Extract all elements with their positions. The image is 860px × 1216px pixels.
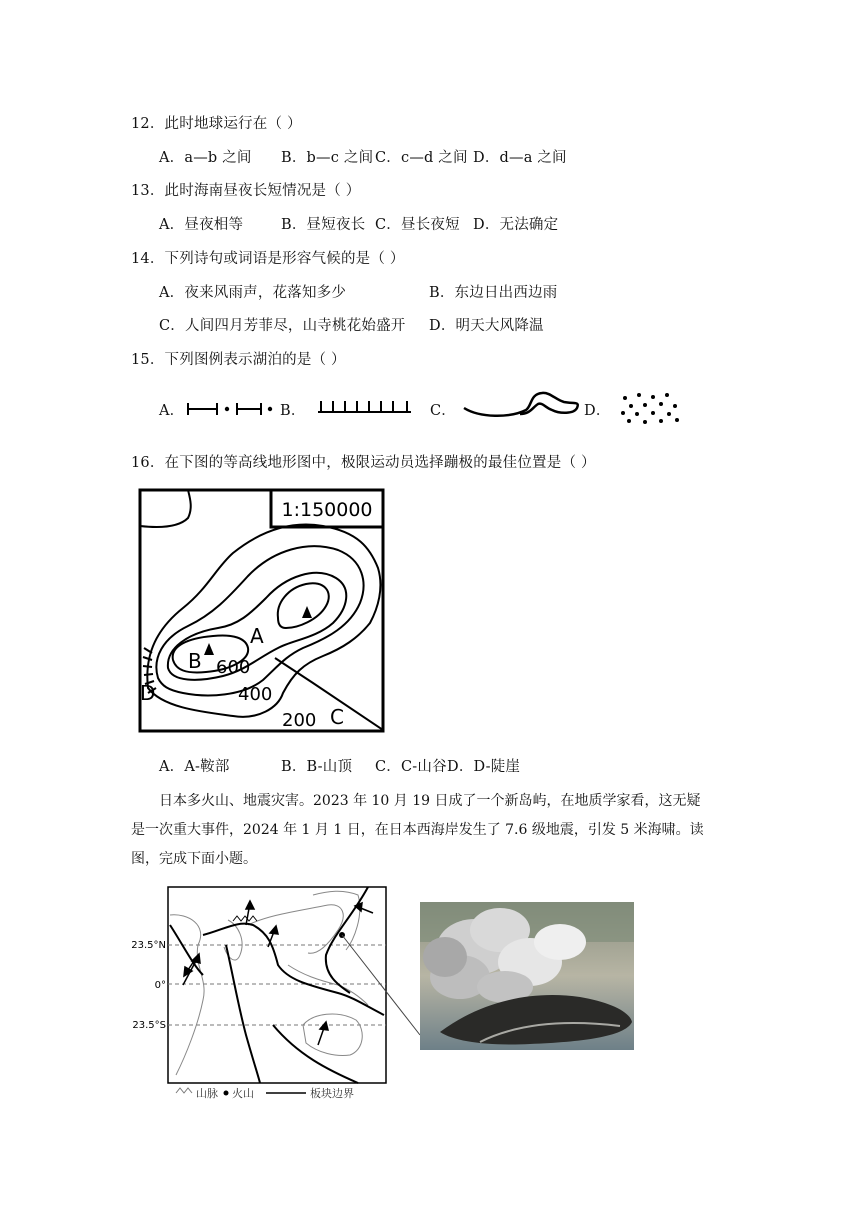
volcano-eruption-photo: [420, 902, 634, 1050]
label-a: A: [250, 624, 264, 648]
question-15-stem: 15．下列图例表示湖泊的是（ ）: [131, 352, 346, 368]
contour-map: [138, 488, 385, 733]
comb-legend-symbol: [315, 396, 415, 416]
option-d: D．d—a 之间: [473, 150, 567, 166]
dots-legend-symbol: [617, 390, 683, 426]
lat-label-23-5n: 23.5°N: [131, 940, 166, 951]
option-d: D．明天大风降温: [429, 318, 544, 334]
option-d: D．无法确定: [473, 217, 559, 233]
elevation-400: 400: [238, 684, 273, 705]
passage-line-2: 是一次重大事件，2024 年 1 月 1 日，在日本西海岸发生了 7.6 级地震，引发 5 米海啸。读: [131, 822, 704, 838]
option-b: B．昼短夜长: [281, 217, 366, 233]
option-c: C．: [430, 403, 456, 419]
label-d: D: [140, 681, 156, 705]
option-a: A．A-鞍部: [159, 759, 230, 775]
question-12-stem: 12．此时地球运行在（ ）: [131, 116, 302, 132]
curve-legend-symbol: [460, 388, 585, 422]
passage-line-1: 日本多火山、地震灾害。2023 年 10 月 19 日成了一个新岛屿，在地质学家看，这无疑: [159, 793, 701, 809]
option-a: A．夜来风雨声，花落知多少: [159, 285, 347, 301]
option-c: C．c—d 之间: [375, 150, 468, 166]
elevation-600: 600: [216, 657, 251, 678]
lat-label-equator: 0°: [154, 980, 166, 991]
option-d: D．: [584, 403, 611, 419]
option-b: B．B-山顶: [281, 759, 353, 775]
option-a: A．a—b 之间: [159, 150, 252, 166]
question-16-stem: 16．在下图的等高线地形图中，极限运动员选择蹦极的最佳位置是（ ）: [131, 455, 596, 471]
option-b: B．东边日出西边雨: [429, 285, 558, 301]
question-13-stem: 13．此时海南昼夜长短情况是（ ）: [131, 183, 361, 199]
option-a: A．昼夜相等: [159, 217, 244, 233]
option-c: C．昼长夜短: [375, 217, 460, 233]
option-c: C．C-山谷: [375, 759, 447, 775]
map-scale: 1:150000: [281, 499, 373, 521]
label-c: C: [330, 705, 344, 729]
elevation-200: 200: [282, 710, 317, 731]
question-14-stem: 14．下列诗句或词语是形容气候的是（ ）: [131, 251, 405, 267]
pointer-line: [340, 900, 430, 1040]
reading-passage: [131, 787, 731, 874]
lat-label-23-5s: 23.5°S: [132, 1020, 166, 1031]
option-b: B．: [280, 403, 306, 419]
option-d: D．D-陡崖: [447, 759, 521, 775]
boundary-legend-symbol: [185, 399, 275, 419]
legend-volcano: 火山: [232, 1087, 254, 1100]
legend-plate-boundary: 板块边界: [310, 1087, 354, 1100]
option-a: A．: [159, 403, 185, 419]
passage-line-3: 图，完成下面小题。: [131, 851, 257, 867]
option-c: C．人间四月芳菲尽，山寺桃花始盛开: [159, 318, 406, 334]
legend-mountain: 山脉: [196, 1087, 218, 1100]
label-b: B: [188, 649, 202, 673]
option-b: B．b—c 之间: [281, 150, 374, 166]
